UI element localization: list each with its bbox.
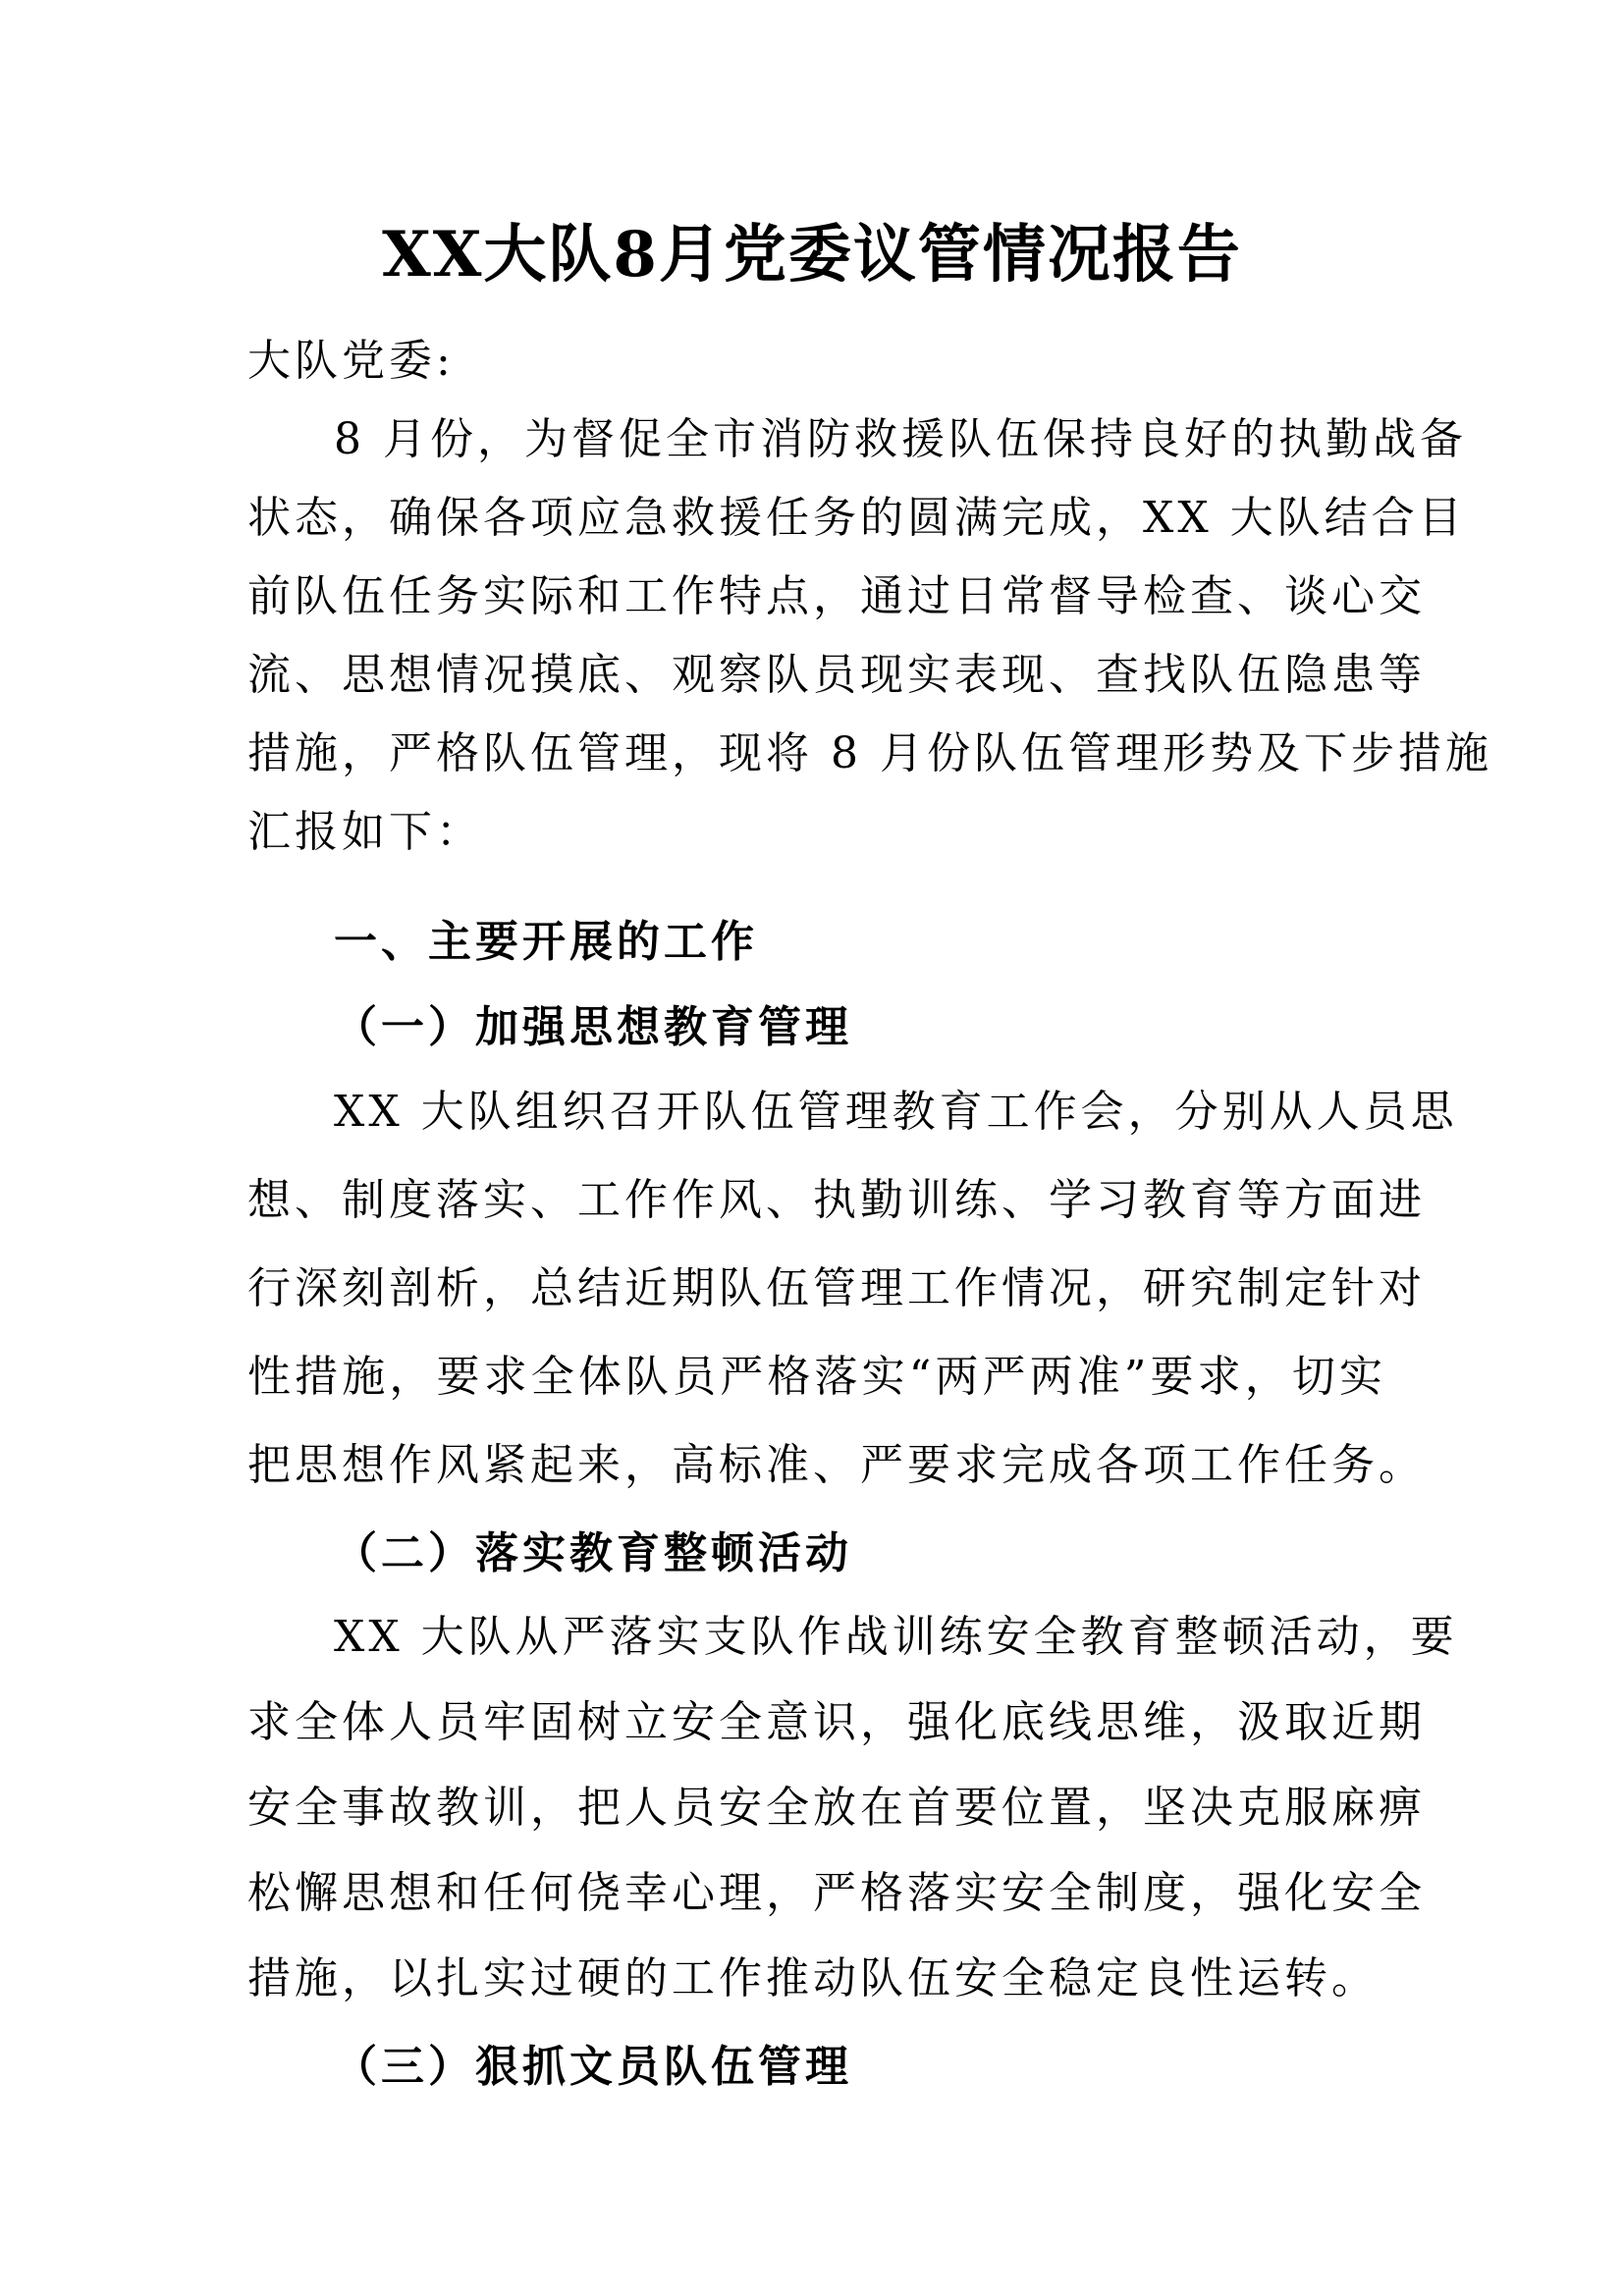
- sub2-line-1: XX 大队从严落实支队作战训练安全教育整顿活动，要: [334, 1612, 1458, 1662]
- intro-line-5: 措施，严格队伍管理，现将 8 月份队伍管理形势及下步措施: [247, 728, 1492, 778]
- sub1-line-1: XX 大队组织召开队伍管理教育工作会，分别从人员思: [334, 1087, 1458, 1137]
- intro-line-4: 流、思想情况摸底、观察队员现实表现、查找队伍隐患等: [247, 650, 1426, 700]
- sub1-line-2: 想、制度落实、工作作风、执勤训练、学习教育等方面进: [247, 1175, 1426, 1225]
- sub1-line-5: 把思想作风紧起来，高标准、严要求完成各项工作任务。: [247, 1440, 1426, 1490]
- intro-line-2: 状态，确保各项应急救援任务的圆满完成，XX 大队结合目: [247, 493, 1466, 543]
- sub1-line-3: 行深刻剖析，总结近期队伍管理工作情况，研究制定针对: [247, 1263, 1426, 1313]
- sub2-line-4: 松懈思想和任何侥幸心理，严格落实安全制度，强化安全: [247, 1868, 1426, 1918]
- intro-line-1: 8 月份，为督促全市消防救援队伍保持良好的执勤战备: [334, 414, 1467, 464]
- sub2-line-2: 求全体人员牢固树立安全意识，强化底线思维，汲取近期: [247, 1697, 1426, 1747]
- subsection-heading-3: （三）狠抓文员队伍管理: [334, 2042, 852, 2092]
- section-heading-main-work: 一、主要开展的工作: [334, 917, 758, 967]
- subsection-heading-1: （一）加强思想教育管理: [334, 1002, 852, 1052]
- document-title: XX大队8月党委议管情况报告: [382, 218, 1242, 292]
- subsection-heading-2: （二）落实教育整顿活动: [334, 1528, 852, 1578]
- sub2-line-3: 安全事故教训，把人员安全放在首要位置，坚决克服麻痹: [247, 1783, 1426, 1833]
- intro-line-3: 前队伍任务实际和工作特点，通过日常督导检查、谈心交: [247, 571, 1426, 621]
- sub2-line-5: 措施，以扎实过硬的工作推动队伍安全稳定良性运转。: [247, 1953, 1379, 2003]
- intro-line-6: 汇报如下：: [247, 807, 483, 857]
- salutation: 大队党委:: [247, 336, 455, 386]
- sub1-line-4: 性措施，要求全体队员严格落实“两严两准”要求，切实: [247, 1352, 1386, 1402]
